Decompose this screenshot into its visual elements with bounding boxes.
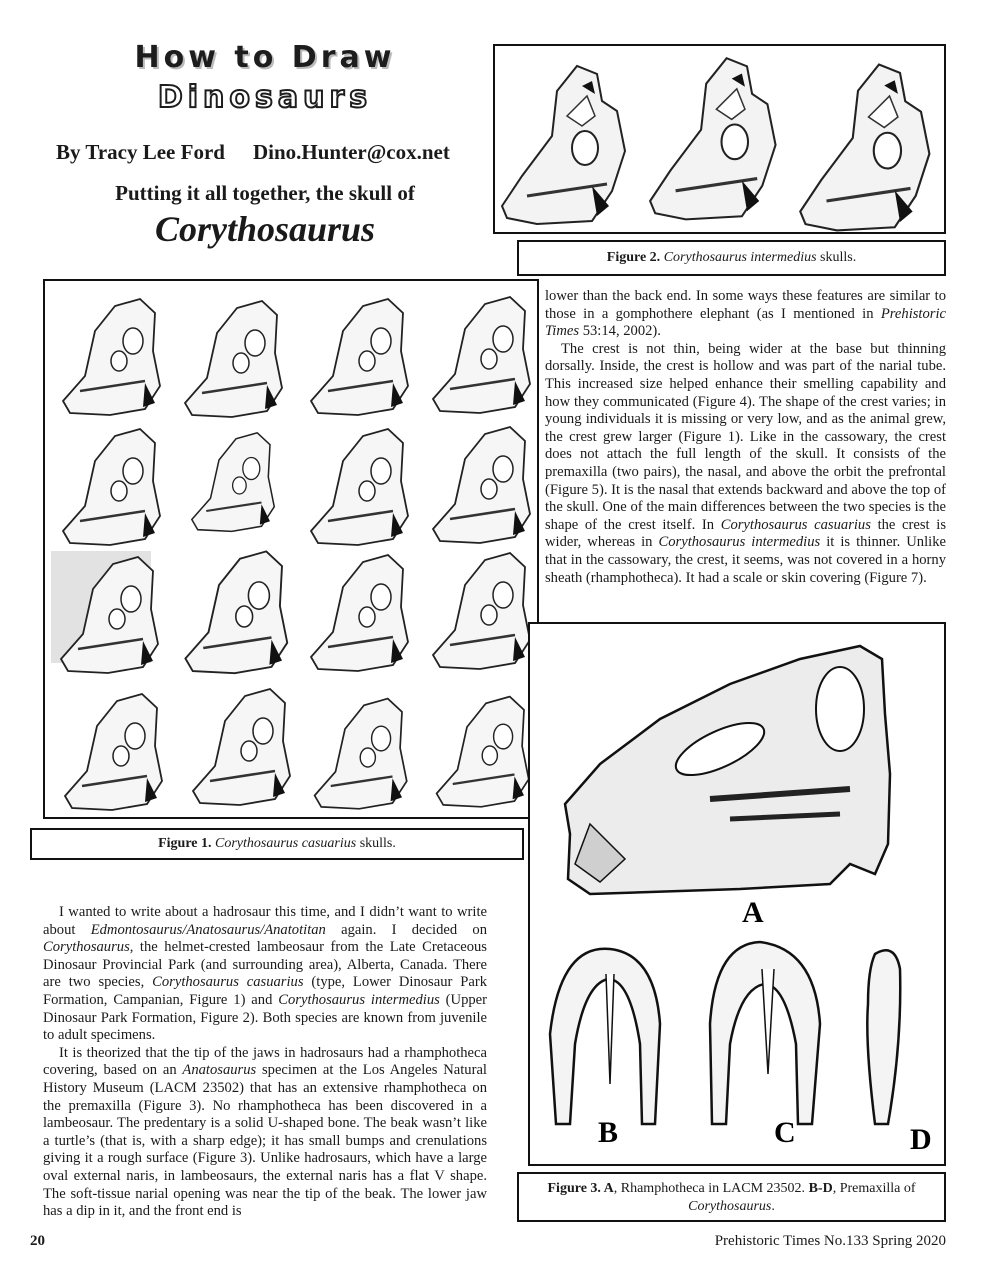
title-how-to-draw: How to Draw [134, 40, 396, 75]
fig3-panel-c-premaxilla [710, 942, 820, 1124]
figure-2-caption: Figure 2. Corythosaurus intermedius skulls. [517, 240, 946, 276]
figure-2-image [493, 44, 946, 234]
left-paragraph-2: It is theorized that the tip of the jaws in hadrosaurs had a rhamphotheca covering, based on an Anatosaurus specimen at the Los Angeles Natural History Museum (LACM 23502) that has an extensive rhamphotheca on the premaxilla (Figure 3). No rhamphotheca has been discovered in a lambeosaur. The predentary is a solid U-shaped bone. The beak wasn’t like a turtle’s (that is, with a sharp edge); it has small bumps and crenulations giving it a rough surface (Figure 3). Unlike hadrosaurs, which have a large oval external naris, in lambeosaurs, the external naris has a flat V shape. The soft-tissue narial opening was near the tip of the beak. The lower jaw has a dip in it, and the front end is [43, 1044, 487, 1220]
byline [56, 140, 496, 165]
fig1-row-4 [65, 689, 529, 810]
article-species-title: Corythosaurus [154, 209, 376, 249]
fig2-skull-3 [800, 65, 929, 231]
fig1-row-2 [63, 427, 530, 545]
fig3-label-d: D [910, 1123, 932, 1156]
issue-info: Prehistoric Times No.133 Spring 2020 [714, 1233, 946, 1249]
figure-3-caption: Figure 3. A, Rhamphotheca in LACM 23502. B-D, Premaxilla of Corythosaurus. [517, 1172, 946, 1222]
left-column-text [43, 904, 487, 1221]
fig2-skull-2 [650, 58, 775, 219]
author-email[interactable]: Dino.Hunter@cox.net [252, 140, 450, 164]
right-paragraph-1: lower than the back end. In some ways these features are similar to those in a gomphothere elephant (as I mentioned in Prehistoric Times 53:14, 2002). [545, 288, 946, 340]
fig3-panel-b-premaxilla [550, 949, 660, 1124]
fig1-row-3 [61, 551, 530, 673]
fig3-label-c: C [774, 1116, 796, 1149]
title-dinosaurs: Dinosaurs [157, 80, 373, 115]
figure-3-image [528, 622, 946, 1166]
left-paragraph-1: I wanted to write about a hadrosaur this time, and I didn’t want to write about Edmontosaurus/Anatosaurus/Anatotitan again. I decided on Corythosaurus, the helmet-crested lambeosaur from the Late Cretaceous Dinosaur Provincial Park (and surrounding area), Alberta, Canada. There are two species, Corythosaurus casuarius (type, Lower Dinosaur Park Formation, Campanian, Figure 1) and Corythosaurus intermedius (Upper Dinosaur Park Formation, Figure 2). Both species are known from juvenile to adult specimens. [43, 904, 487, 1044]
figure-1-caption: Figure 1. Corythosaurus casuarius skulls. [30, 828, 524, 860]
figure-1-image [43, 279, 539, 819]
fig2-skull-1 [502, 66, 625, 224]
fig3-panel-d-premaxilla [867, 950, 900, 1124]
author: By Tracy Lee Ford [56, 140, 225, 164]
fig1-row-1 [63, 297, 530, 417]
right-column-text [545, 288, 946, 587]
fig3-label-b: B [598, 1116, 619, 1149]
fig3-label-a: A [742, 896, 764, 929]
right-paragraph-2: The crest is not thin, being wider at the base but thinning dorsally. Inside, the crest is hollow and was part of the narial tube. This increased size helped enhance their smelling capability and how they communicated (Figure 4). The shape of the crest varies; in young individuals it is missing or very low, and as the animal grew, the crest grew larger (Figure 1). Like in the cassowary, the crest does not attach the full length of the skull. It consists of the premaxilla (two pairs), the nasal, and above the orbit the prefrontal (Figure 5). It is the nasal that extends backward and above the top of the skull. One of the main differences between the two species is the shape of the crest itself. In Corythosaurus casuarius the crest is wider, whereas in Corythosaurus intermedius it is thinner. Unlike that in the cassowary, the crest, it seems, was not covered in a horny sheath (rhamphotheca). It had a scale or skin covering (Figure 7). [545, 340, 947, 586]
page-number: 20 [30, 1233, 45, 1249]
fig3-panel-a-skull [565, 646, 890, 894]
article-subtitle: Putting it all together, the skull of [115, 181, 415, 205]
